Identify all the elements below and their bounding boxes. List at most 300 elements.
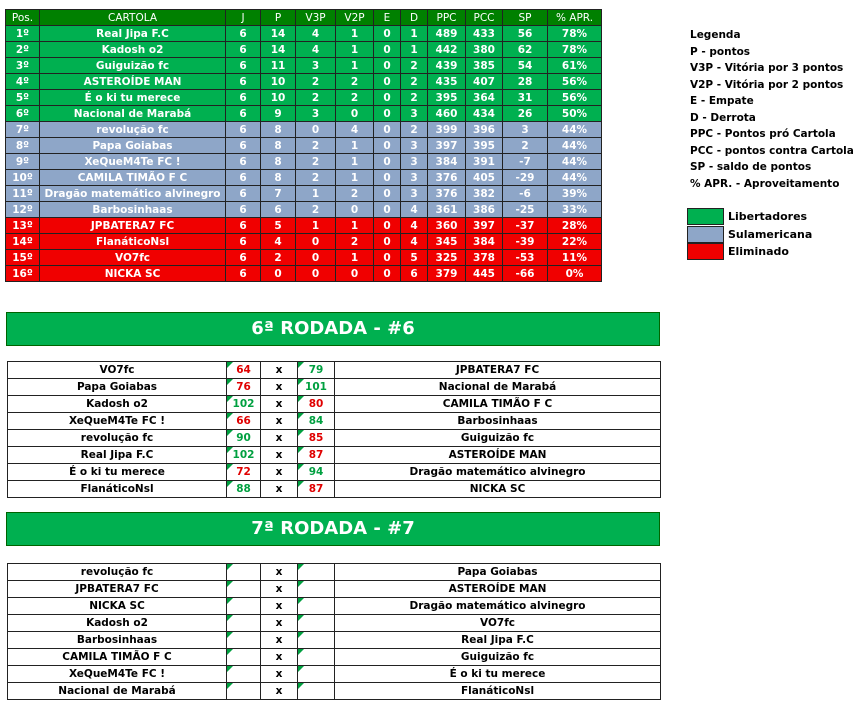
standings-cell: 54 [503, 58, 548, 74]
standings-header-8: PPC [428, 10, 466, 26]
standings-cell: 1 [296, 186, 336, 202]
match-row [8, 379, 661, 396]
team-name-cell: XeQueM4Te FC ! [40, 154, 226, 170]
match-row [8, 632, 661, 649]
versus-cell: x [261, 447, 298, 464]
versus-cell: x [261, 683, 298, 700]
standings-cell: 26 [503, 106, 548, 122]
standings-cell: 407 [466, 74, 503, 90]
standings-row [6, 74, 602, 90]
legend-line: SP - saldo de pontos [690, 161, 812, 173]
standings-cell: 6 [226, 90, 261, 106]
standings-cell: 2 [401, 74, 428, 90]
standings-cell: 0 [374, 26, 401, 42]
standings-cell: 6 [226, 218, 261, 234]
versus-cell: x [261, 396, 298, 413]
standings-cell: 399 [428, 122, 466, 138]
standings-cell: 1 [336, 138, 374, 154]
match-row [8, 413, 661, 430]
standings-row [6, 202, 602, 218]
home-team-cell: revolução fc [8, 430, 227, 447]
standings-cell: 384 [428, 154, 466, 170]
match-row [8, 481, 661, 498]
standings-cell: 6 [226, 74, 261, 90]
standings-cell: 0 [374, 170, 401, 186]
away-team-cell: NICKA SC [335, 481, 661, 498]
match-row [8, 598, 661, 615]
home-score-cell: 64 [227, 362, 261, 379]
standings-cell: 39% [548, 186, 602, 202]
standings-cell: 1 [336, 250, 374, 266]
home-team-cell: NICKA SC [8, 598, 227, 615]
standings-cell: 10 [261, 90, 296, 106]
away-score-cell: 101 [298, 379, 335, 396]
standings-cell: 16º [6, 266, 40, 282]
away-team-cell: Papa Goiabas [335, 564, 661, 581]
standings-cell: 3 [401, 138, 428, 154]
standings-cell: -37 [503, 218, 548, 234]
standings-cell: 6 [226, 170, 261, 186]
standings-cell: 8º [6, 138, 40, 154]
away-team-cell: Dragão matemático alvinegro [335, 598, 661, 615]
match-row [8, 615, 661, 632]
standings-cell: -39 [503, 234, 548, 250]
standings-cell: 391 [466, 154, 503, 170]
standings-cell: 10º [6, 170, 40, 186]
standings-cell: 385 [466, 58, 503, 74]
standings-cell: 2 [296, 90, 336, 106]
standings-cell: 460 [428, 106, 466, 122]
standings-cell: 8 [261, 170, 296, 186]
away-team-cell: Real Jipa F.C [335, 632, 661, 649]
team-name-cell: Kadosh o2 [40, 42, 226, 58]
versus-cell: x [261, 632, 298, 649]
standings-row [6, 90, 602, 106]
home-score-cell [227, 564, 261, 581]
match-row [8, 447, 661, 464]
standings-cell: 1 [336, 170, 374, 186]
standings-cell: 435 [428, 74, 466, 90]
standings-cell: 1º [6, 26, 40, 42]
home-team-cell: Barbosinhaas [8, 632, 227, 649]
standings-cell: 6º [6, 106, 40, 122]
away-score-cell [298, 581, 335, 598]
home-team-cell: Real Jipa F.C [8, 447, 227, 464]
away-score-cell: 94 [298, 464, 335, 481]
standings-cell: 31 [503, 90, 548, 106]
standings-cell: 1 [401, 42, 428, 58]
legend-line: PPC - Pontos pró Cartola [690, 128, 836, 140]
standings-cell: 325 [428, 250, 466, 266]
standings-cell: 382 [466, 186, 503, 202]
match-row [8, 666, 661, 683]
standings-cell: -53 [503, 250, 548, 266]
away-score-cell: 80 [298, 396, 335, 413]
standings-cell: 2 [336, 234, 374, 250]
legend-line: PCC - pontos contra Cartola [690, 144, 854, 157]
standings-cell: 2 [261, 250, 296, 266]
standings-header-6: E [374, 10, 401, 26]
standings-cell: 0 [374, 250, 401, 266]
home-score-cell: 72 [227, 464, 261, 481]
home-score-cell [227, 615, 261, 632]
standings-cell: 0 [374, 154, 401, 170]
standings-cell: 397 [466, 218, 503, 234]
legend-swatch [687, 208, 724, 225]
standings-cell: 7 [261, 186, 296, 202]
standings-cell: 44% [548, 122, 602, 138]
standings-cell: 3 [401, 106, 428, 122]
standings-cell: 360 [428, 218, 466, 234]
legend-swatch [687, 243, 724, 260]
standings-row [6, 106, 602, 122]
standings-cell: 0 [374, 202, 401, 218]
legend-line: V2P - Vitória por 2 pontos [690, 78, 844, 91]
standings-cell: 0 [296, 234, 336, 250]
standings-cell: 1 [401, 26, 428, 42]
versus-cell: x [261, 564, 298, 581]
standings-row [6, 58, 602, 74]
standings-cell: 78% [548, 26, 602, 42]
standings-cell: 6 [226, 138, 261, 154]
standings-cell: 433 [466, 26, 503, 42]
standings-cell: 0 [374, 138, 401, 154]
standings-cell: 0 [374, 90, 401, 106]
versus-cell: x [261, 413, 298, 430]
home-score-cell: 90 [227, 430, 261, 447]
standings-cell: 2 [336, 74, 374, 90]
away-score-cell [298, 598, 335, 615]
away-team-cell: VO7fc [335, 615, 661, 632]
round6-matches-table [7, 361, 661, 498]
standings-cell: 6 [401, 266, 428, 282]
versus-cell: x [261, 362, 298, 379]
standings-cell: 13º [6, 218, 40, 234]
standings-cell: 6 [226, 26, 261, 42]
standings-cell: 2 [503, 138, 548, 154]
legend-line: D - Derrota [690, 111, 756, 124]
team-name-cell: Dragão matemático alvinegro [40, 186, 226, 202]
away-team-cell: Guiguizão fc [335, 430, 661, 447]
legend-line: V3P - Vitória por 3 pontos [690, 62, 844, 74]
standings-row [6, 266, 602, 282]
away-score-cell [298, 632, 335, 649]
standings-cell: 2 [296, 170, 336, 186]
home-team-cell: Kadosh o2 [8, 396, 227, 413]
standings-cell: 380 [466, 42, 503, 58]
standings-row [6, 170, 602, 186]
team-name-cell: VO7fc [40, 250, 226, 266]
away-team-cell: ASTEROÍDE MAN [335, 447, 661, 464]
legend-line: E - Empate [690, 95, 754, 107]
away-score-cell: 79 [298, 362, 335, 379]
away-team-cell: É o ki tu merece [335, 666, 661, 683]
home-score-cell [227, 598, 261, 615]
standings-cell: 9º [6, 154, 40, 170]
standings-cell: 44% [548, 170, 602, 186]
match-row [8, 396, 661, 413]
standings-cell: 6 [226, 202, 261, 218]
standings-cell: 3º [6, 58, 40, 74]
home-team-cell: VO7fc [8, 362, 227, 379]
legend-swatch [687, 226, 724, 243]
standings-cell: 3 [401, 186, 428, 202]
match-row [8, 430, 661, 447]
team-name-cell: Nacional de Marabá [40, 106, 226, 122]
standings-cell: 1 [336, 58, 374, 74]
standings-cell: 376 [428, 186, 466, 202]
versus-cell: x [261, 615, 298, 632]
home-team-cell: Kadosh o2 [8, 615, 227, 632]
standings-cell: 8 [261, 138, 296, 154]
match-row [8, 362, 661, 379]
standings-cell: 395 [428, 90, 466, 106]
standings-cell: 62 [503, 42, 548, 58]
home-team-cell: Nacional de Marabá [8, 683, 227, 700]
home-score-cell [227, 666, 261, 683]
round7-matches-table [7, 563, 661, 700]
away-team-cell: Barbosinhaas [335, 413, 661, 430]
standings-cell: 6 [226, 234, 261, 250]
standings-header-4: V3P [296, 10, 336, 26]
standings-cell: 442 [428, 42, 466, 58]
standings-cell: 3 [503, 122, 548, 138]
standings-cell: 376 [428, 170, 466, 186]
standings-cell: 33% [548, 202, 602, 218]
standings-cell: 50% [548, 106, 602, 122]
legend-zone-label: Libertadores [728, 210, 808, 223]
standings-cell: 1 [296, 218, 336, 234]
away-score-cell [298, 683, 335, 700]
standings-header-7: D [401, 10, 428, 26]
standings-cell: 9 [261, 106, 296, 122]
legend-zone-label: Eliminado [728, 245, 789, 258]
standings-cell: 5 [401, 250, 428, 266]
home-team-cell: FlanáticoNsl [8, 481, 227, 498]
away-team-cell: FlanáticoNsl [335, 683, 661, 700]
home-team-cell: Papa Goiabas [8, 379, 227, 396]
standings-cell: 1 [336, 42, 374, 58]
standings-header-9: PCC [466, 10, 503, 26]
team-name-cell: Guiguizão fc [40, 58, 226, 74]
standings-cell: 5º [6, 90, 40, 106]
standings-row [6, 138, 602, 154]
standings-cell: 56% [548, 74, 602, 90]
standings-cell: 397 [428, 138, 466, 154]
home-team-cell: XeQueM4Te FC ! [8, 666, 227, 683]
team-name-cell: Papa Goiabas [40, 138, 226, 154]
legend-line: % APR. - Aproveitamento [690, 177, 840, 190]
standings-cell: 3 [401, 154, 428, 170]
versus-cell: x [261, 379, 298, 396]
standings-row [6, 218, 602, 234]
away-team-cell: JPBATERA7 FC [335, 362, 661, 379]
home-score-cell: 66 [227, 413, 261, 430]
standings-cell: 2 [401, 58, 428, 74]
standings-cell: 384 [466, 234, 503, 250]
standings-cell: 22% [548, 234, 602, 250]
team-name-cell: É o ki tu merece [40, 90, 226, 106]
away-score-cell: 85 [298, 430, 335, 447]
team-name-cell: FlanáticoNsl [40, 234, 226, 250]
standings-cell: 3 [296, 58, 336, 74]
standings-row [6, 122, 602, 138]
away-score-cell [298, 666, 335, 683]
round6-banner: 6ª RODADA - #6 [6, 312, 660, 346]
standings-cell: 3 [296, 106, 336, 122]
standings-cell: 0 [374, 122, 401, 138]
standings-cell: 2 [296, 202, 336, 218]
standings-cell: 14 [261, 26, 296, 42]
standings-cell: 1 [336, 154, 374, 170]
standings-cell: 0 [336, 106, 374, 122]
away-score-cell [298, 649, 335, 666]
standings-cell: 6 [261, 202, 296, 218]
standings-cell: 10 [261, 74, 296, 90]
standings-cell: 4 [261, 234, 296, 250]
standings-cell: 4 [336, 122, 374, 138]
standings-cell: 6 [226, 42, 261, 58]
standings-cell: 6 [226, 122, 261, 138]
away-team-cell: ASTEROÍDE MAN [335, 581, 661, 598]
team-name-cell: NICKA SC [40, 266, 226, 282]
versus-cell: x [261, 581, 298, 598]
round7-banner: 7ª RODADA - #7 [6, 512, 660, 546]
standings-header-0: Pos. [6, 10, 40, 26]
standings-cell: -29 [503, 170, 548, 186]
away-score-cell [298, 564, 335, 581]
standings-cell: 6 [226, 186, 261, 202]
standings-cell: 434 [466, 106, 503, 122]
standings-cell: 0 [336, 266, 374, 282]
standings-cell: -66 [503, 266, 548, 282]
standings-cell: 0 [296, 266, 336, 282]
standings-cell: 4 [401, 234, 428, 250]
standings-cell: 1 [336, 26, 374, 42]
home-team-cell: CAMILA TIMÃO F C [8, 649, 227, 666]
standings-cell: 1 [336, 218, 374, 234]
standings-cell: 0 [374, 42, 401, 58]
home-score-cell: 76 [227, 379, 261, 396]
home-team-cell: JPBATERA7 FC [8, 581, 227, 598]
standings-cell: 0 [374, 234, 401, 250]
standings-cell: 0 [374, 106, 401, 122]
standings-cell: 395 [466, 138, 503, 154]
versus-cell: x [261, 598, 298, 615]
team-name-cell: ASTEROÍDE MAN [40, 74, 226, 90]
legend-title: Legenda [690, 29, 741, 41]
standings-cell: 2º [6, 42, 40, 58]
standings-cell: 4º [6, 74, 40, 90]
standings-cell: 0 [374, 218, 401, 234]
standings-cell: 11º [6, 186, 40, 202]
standings-cell: 0% [548, 266, 602, 282]
standings-header-5: V2P [336, 10, 374, 26]
standings-row [6, 250, 602, 266]
standings-cell: 11 [261, 58, 296, 74]
standings-header-11: % APR. [548, 10, 602, 26]
standings-cell: 28 [503, 74, 548, 90]
standings-cell: 0 [261, 266, 296, 282]
team-name-cell: CAMILA TIMÃO F C [40, 170, 226, 186]
versus-cell: x [261, 464, 298, 481]
match-row [8, 464, 661, 481]
standings-cell: 28% [548, 218, 602, 234]
match-row [8, 649, 661, 666]
standings-row [6, 26, 602, 42]
away-team-cell: Guiguizão fc [335, 649, 661, 666]
standings-cell: 489 [428, 26, 466, 42]
standings-cell: 405 [466, 170, 503, 186]
standings-cell: 3 [401, 170, 428, 186]
match-row [8, 683, 661, 700]
team-name-cell: Real Jipa F.C [40, 26, 226, 42]
team-name-cell: Barbosinhaas [40, 202, 226, 218]
away-team-cell: Dragão matemático alvinegro [335, 464, 661, 481]
standings-header-2: J [226, 10, 261, 26]
standings-cell: 386 [466, 202, 503, 218]
standings-cell: 345 [428, 234, 466, 250]
standings-row [6, 154, 602, 170]
standings-cell: 4 [401, 202, 428, 218]
standings-cell: 7º [6, 122, 40, 138]
standings-cell: 361 [428, 202, 466, 218]
standings-header-1: CARTOLA [40, 10, 226, 26]
team-name-cell: JPBATERA7 FC [40, 218, 226, 234]
standings-cell: 14º [6, 234, 40, 250]
standings-header-3: P [261, 10, 296, 26]
home-score-cell [227, 581, 261, 598]
standings-cell: 2 [296, 138, 336, 154]
standings-cell: 12º [6, 202, 40, 218]
standings-cell: 0 [374, 186, 401, 202]
standings-cell: 0 [296, 250, 336, 266]
home-score-cell: 88 [227, 481, 261, 498]
standings-cell: 6 [226, 106, 261, 122]
standings-cell: 11% [548, 250, 602, 266]
standings-cell: 378 [466, 250, 503, 266]
standings-cell: 445 [466, 266, 503, 282]
standings-cell: 14 [261, 42, 296, 58]
standings-cell: 2 [296, 74, 336, 90]
standings-cell: 379 [428, 266, 466, 282]
standings-cell: 4 [296, 42, 336, 58]
away-team-cell: CAMILA TIMÃO F C [335, 396, 661, 413]
standings-row [6, 186, 602, 202]
standings-cell: 8 [261, 154, 296, 170]
home-score-cell [227, 683, 261, 700]
standings-cell: 6 [226, 266, 261, 282]
standings-cell: 0 [374, 74, 401, 90]
away-team-cell: Nacional de Marabá [335, 379, 661, 396]
home-score-cell [227, 649, 261, 666]
home-team-cell: XeQueM4Te FC ! [8, 413, 227, 430]
standings-cell: 2 [296, 154, 336, 170]
away-score-cell [298, 615, 335, 632]
standings-cell: 2 [401, 122, 428, 138]
standings-cell: 5 [261, 218, 296, 234]
home-team-cell: É o ki tu merece [8, 464, 227, 481]
standings-cell: 2 [401, 90, 428, 106]
standings-cell: 364 [466, 90, 503, 106]
home-score-cell: 102 [227, 447, 261, 464]
home-score-cell [227, 632, 261, 649]
away-score-cell: 84 [298, 413, 335, 430]
match-row [8, 581, 661, 598]
standings-cell: 2 [336, 186, 374, 202]
standings-cell: 4 [296, 26, 336, 42]
standings-cell: -25 [503, 202, 548, 218]
